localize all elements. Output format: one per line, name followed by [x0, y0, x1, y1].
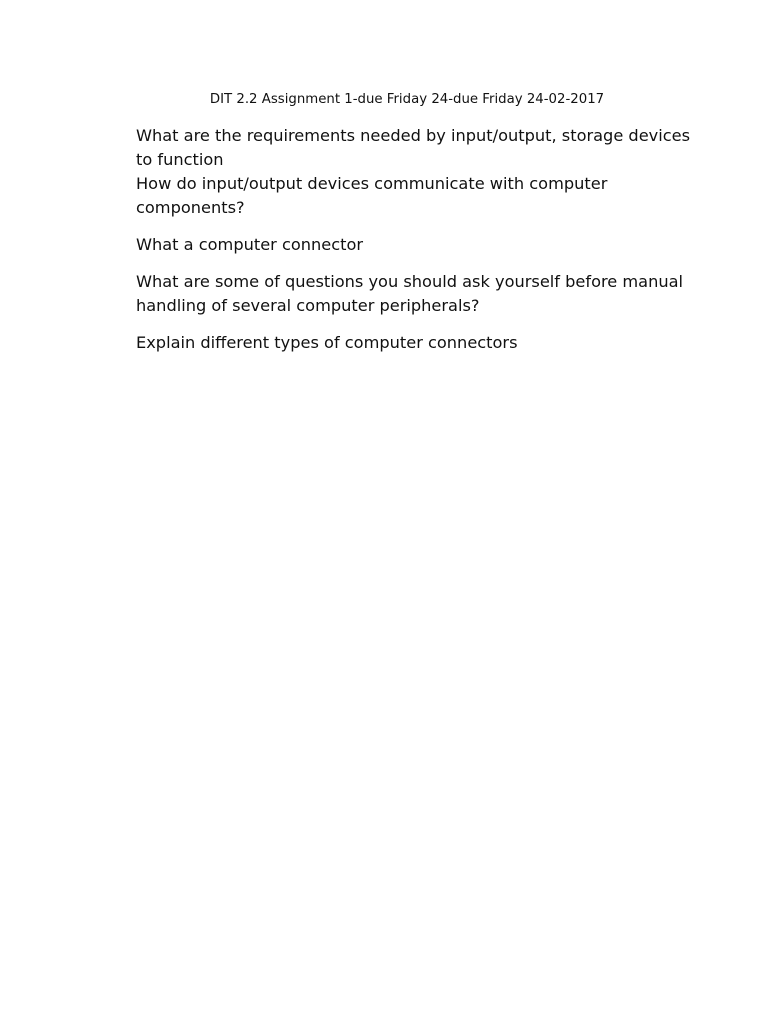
question-4: What are some of questions you should ask yourself before manual handling of several computer peripherals? — [136, 272, 684, 315]
question-2: How do input/output devices communicate with computer components? — [136, 174, 608, 217]
question-1: What are the requirements needed by input/output, storage devices to function — [136, 126, 691, 169]
question-5: Explain different types of computer connectors — [136, 333, 518, 352]
question-list — [136, 124, 696, 355]
question-3: What a computer connector — [136, 235, 364, 254]
document-title: DIT 2.2 Assignment 1-due Friday 24-due Friday 24-02-2017 — [209, 92, 605, 107]
